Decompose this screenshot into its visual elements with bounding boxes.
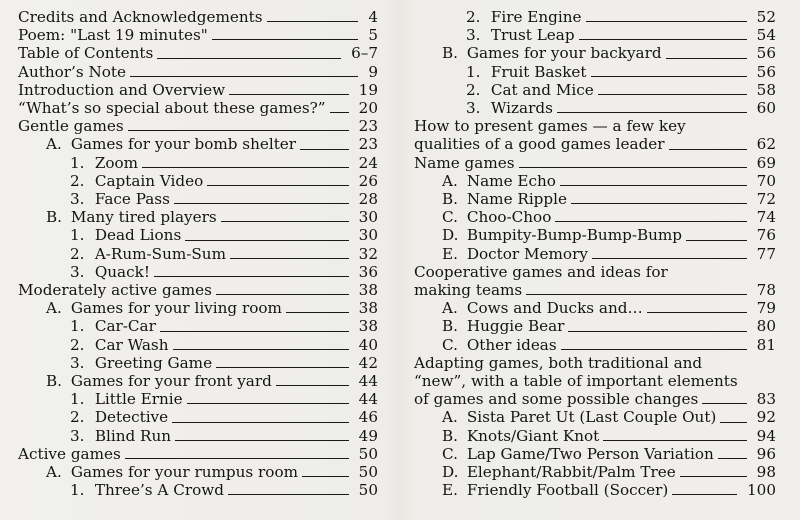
leader-line — [276, 385, 349, 386]
entry-title-group — [70, 427, 171, 445]
entry-page-number: 92 — [756, 408, 776, 427]
entry-page-number: 96 — [756, 444, 776, 463]
entry-title-group — [70, 226, 181, 244]
toc-entry — [414, 226, 776, 244]
entry-page-number: 50 — [358, 481, 378, 500]
entry-page-number: 44 — [358, 372, 378, 391]
leader-line — [160, 331, 349, 332]
entry-title-group — [18, 26, 208, 44]
entry-page-number: 19 — [358, 80, 378, 99]
leader-line — [216, 367, 349, 368]
toc-entry — [414, 44, 776, 62]
toc-entry — [18, 63, 378, 81]
entry-title: Games for your front yard — [70, 372, 272, 391]
entry-title: of games and some possible changes — [414, 390, 699, 409]
entry-marker: 2. — [70, 171, 85, 190]
entry-title: Active games — [18, 444, 121, 463]
entry-marker: B. — [46, 372, 62, 391]
toc-entry — [18, 427, 378, 445]
entry-title-group — [70, 172, 203, 190]
leader-line — [555, 221, 746, 222]
entry-title-group — [414, 281, 522, 299]
entry-title-group — [442, 245, 588, 263]
leader-line — [125, 458, 349, 459]
entry-page-number: 20 — [358, 99, 378, 118]
entry-marker: 3. — [70, 353, 85, 372]
toc-entry — [18, 226, 378, 244]
entry-title: making teams — [414, 281, 523, 300]
entry-title-group — [46, 372, 272, 390]
toc-entry — [414, 408, 776, 426]
toc-entry — [414, 99, 776, 117]
entry-title-group — [18, 281, 212, 299]
entry-title: Zoom — [94, 153, 139, 172]
entry-title-group — [442, 463, 676, 481]
entry-title-group — [466, 26, 575, 44]
leader-line — [130, 76, 358, 77]
toc-entry-continued: How to present games — a few key — [414, 117, 686, 136]
entry-title: Games for your backyard — [466, 44, 662, 63]
toc-entry-continued: Adapting games, both traditional and — [414, 353, 703, 372]
entry-title: Choo-Choo — [466, 208, 552, 227]
entry-title-group — [442, 408, 716, 426]
entry-title-group — [442, 44, 662, 62]
entry-page-number: 81 — [756, 335, 776, 354]
entry-page-number: 23 — [358, 117, 378, 136]
leader-line — [666, 58, 747, 59]
toc-entry — [414, 190, 776, 208]
entry-title-group — [70, 263, 150, 281]
entry-page-number: 24 — [358, 153, 378, 172]
entry-page-number: 23 — [358, 135, 378, 154]
leader-line — [187, 403, 349, 404]
entry-page-number: 69 — [756, 153, 776, 172]
entry-title: “What’s so special about these games?” — [18, 99, 326, 118]
entry-page-number: 94 — [756, 426, 776, 445]
leader-line — [571, 203, 747, 204]
leader-line — [228, 494, 349, 495]
entry-title: Games for your rumpus room — [70, 463, 298, 482]
entry-page-number: 30 — [358, 208, 378, 227]
entry-title: Knots/Giant Knot — [466, 426, 600, 445]
leader-line — [154, 276, 349, 277]
toc-entry — [414, 481, 776, 499]
leader-line — [212, 39, 359, 40]
leader-line — [603, 440, 746, 441]
leader-line — [175, 440, 349, 441]
leader-line — [579, 39, 747, 40]
toc-entry-continued: Cooperative games and ideas for — [414, 262, 668, 281]
entry-title: Games for your bomb shelter — [70, 135, 297, 154]
entry-marker: 1. — [70, 317, 85, 336]
toc-entry — [18, 372, 378, 390]
entry-title-group — [18, 117, 124, 135]
leader-line — [592, 258, 747, 259]
entry-title: Many tired players — [70, 208, 217, 227]
entry-title: Detective — [94, 408, 169, 427]
toc-entry — [18, 390, 378, 408]
entry-marker: 1. — [70, 226, 85, 245]
entry-title: Dead Lions — [94, 226, 182, 245]
entry-marker: E. — [442, 244, 458, 263]
entry-page-number: 46 — [358, 408, 378, 427]
toc-entry — [414, 8, 776, 26]
entry-page-number: 52 — [756, 8, 776, 26]
leader-line — [157, 58, 341, 59]
leader-line — [591, 76, 747, 77]
leader-line — [720, 422, 746, 423]
entry-marker: 3. — [466, 26, 481, 45]
entry-marker: 1. — [70, 153, 85, 172]
leader-line — [302, 476, 349, 477]
leader-line — [229, 94, 349, 95]
toc-entry — [414, 317, 776, 335]
entry-title-group — [70, 317, 156, 335]
toc-left-column — [18, 8, 378, 499]
toc-entry — [414, 26, 776, 44]
entry-marker: B. — [442, 44, 458, 63]
entry-page-number: 80 — [756, 317, 776, 336]
toc-entry — [18, 317, 378, 335]
entry-title-group — [442, 317, 564, 335]
toc-entry — [18, 154, 378, 172]
entry-title-group — [442, 208, 551, 226]
entry-marker: 2. — [466, 8, 481, 26]
entry-page-number: 72 — [756, 190, 776, 209]
entry-marker: B. — [442, 317, 458, 336]
toc-entry — [414, 299, 776, 317]
entry-marker: 1. — [70, 481, 85, 500]
leader-line — [173, 349, 349, 350]
leader-line — [557, 112, 747, 113]
entry-title: qualities of a good games leader — [414, 135, 665, 154]
entry-page-number: 50 — [358, 463, 378, 482]
toc-entry — [18, 190, 378, 208]
entry-page-number: 83 — [756, 390, 776, 409]
leader-line — [647, 312, 747, 313]
toc-entry — [18, 263, 378, 281]
entry-title-group — [466, 8, 582, 26]
entry-title-group — [46, 135, 296, 153]
entry-page-number: 54 — [756, 26, 776, 45]
entry-title-group — [18, 63, 126, 81]
leader-line — [686, 240, 747, 241]
entry-title: Lap Game/Two Person Variation — [466, 444, 714, 463]
entry-title-group — [18, 99, 326, 117]
entry-marker: 3. — [466, 99, 481, 118]
toc-entry — [414, 154, 776, 172]
entry-title: Table of Contents — [18, 44, 154, 63]
entry-page-number: 40 — [358, 335, 378, 354]
toc-entry — [18, 336, 378, 354]
leader-line — [560, 185, 747, 186]
toc-entry — [414, 281, 776, 299]
entry-page-number: 9 — [368, 62, 378, 81]
leader-line — [519, 167, 747, 168]
entry-marker: A. — [46, 135, 62, 154]
entry-marker: B. — [442, 190, 458, 209]
toc-entry — [414, 390, 776, 408]
entry-title-group — [442, 445, 714, 463]
entry-page-number: 77 — [756, 244, 776, 263]
entry-title-group — [18, 445, 121, 463]
toc-entry — [414, 208, 776, 226]
leader-line — [216, 294, 349, 295]
toc-entry — [18, 117, 378, 135]
entry-page-number: 38 — [358, 281, 378, 300]
entry-title-group — [442, 172, 556, 190]
entry-page-number: 79 — [756, 299, 776, 318]
entry-title: Cat and Mice — [490, 80, 594, 99]
toc-entry — [18, 172, 378, 190]
entry-page-number: 100 — [747, 481, 776, 500]
toc-entry — [18, 408, 378, 426]
entry-title-group — [70, 390, 183, 408]
entry-title: Introduction and Overview — [18, 80, 226, 99]
leader-line — [128, 130, 349, 131]
entry-title-group — [414, 135, 665, 153]
entry-page-number: 26 — [358, 171, 378, 190]
entry-marker: E. — [442, 481, 458, 500]
entry-page-number: 56 — [756, 62, 776, 81]
entry-page-number: 74 — [756, 208, 776, 227]
entry-marker: 1. — [466, 62, 481, 81]
entry-title-group — [414, 154, 515, 172]
leader-line — [561, 349, 747, 350]
leader-line — [300, 149, 349, 150]
entry-page-number: 6–7 — [351, 44, 378, 63]
toc-entry — [414, 463, 776, 481]
leader-line — [568, 331, 746, 332]
entry-title-group — [414, 390, 698, 408]
entry-marker: B. — [46, 208, 62, 227]
toc-entry — [18, 44, 378, 62]
entry-title: Author’s Note — [18, 62, 127, 81]
toc-entry — [414, 63, 776, 81]
entry-title-group — [442, 299, 643, 317]
entry-marker: A. — [442, 299, 458, 318]
toc-entry — [18, 99, 378, 117]
entry-title: Credits and Acknowledgements — [18, 8, 263, 26]
entry-page-number: 56 — [756, 44, 776, 63]
entry-marker: C. — [442, 444, 458, 463]
entry-page-number: 78 — [756, 281, 776, 300]
entry-title: Blind Run — [94, 426, 172, 445]
entry-page-number: 4 — [368, 8, 378, 26]
entry-page-number: 98 — [756, 463, 776, 482]
toc-entry — [414, 427, 776, 445]
toc-entry — [414, 135, 776, 153]
leader-line — [669, 149, 747, 150]
leader-line — [142, 167, 349, 168]
toc-entry — [414, 81, 776, 99]
entry-marker: 2. — [70, 335, 85, 354]
toc-entry — [18, 299, 378, 317]
toc-right-column — [414, 8, 776, 499]
entry-title: Name games — [414, 153, 515, 172]
entry-title-group — [70, 336, 169, 354]
entry-marker: 3. — [70, 426, 85, 445]
entry-marker: 2. — [70, 244, 85, 263]
entry-page-number: 58 — [756, 80, 776, 99]
toc-entry — [18, 481, 378, 499]
entry-page-number: 50 — [358, 444, 378, 463]
leader-line — [330, 112, 349, 113]
entry-title: Three’s A Crowd — [94, 481, 224, 500]
entry-title: A-Rum-Sum-Sum — [94, 244, 226, 263]
toc-entry — [414, 245, 776, 263]
entry-title-group — [46, 208, 217, 226]
toc-entry — [18, 463, 378, 481]
entry-marker: A. — [442, 171, 458, 190]
entry-marker: B. — [442, 426, 458, 445]
leader-line — [598, 94, 747, 95]
entry-title-group — [466, 63, 587, 81]
leader-line — [185, 240, 348, 241]
entry-title-group — [46, 463, 298, 481]
toc-entry — [414, 445, 776, 463]
leader-line — [172, 422, 349, 423]
entry-page-number: 38 — [358, 299, 378, 318]
entry-marker: D. — [442, 463, 459, 482]
toc-entry — [414, 336, 776, 354]
entry-title: Doctor Memory — [466, 244, 588, 263]
entry-title: Poem: "Last 19 minutes" — [18, 26, 208, 45]
entry-page-number: 32 — [358, 244, 378, 263]
entry-title-group — [18, 81, 225, 99]
leader-line — [267, 21, 359, 22]
entry-title-group — [442, 226, 682, 244]
entry-title-group — [70, 245, 226, 263]
toc-entry — [18, 208, 378, 226]
entry-page-number: 36 — [358, 262, 378, 281]
leader-line — [586, 21, 747, 22]
entry-page-number: 44 — [358, 390, 378, 409]
entry-title: Little Ernie — [94, 390, 183, 409]
toc-entry-continued: “new”, with a table of important elements — [414, 372, 738, 391]
entry-page-number: 42 — [358, 353, 378, 372]
entry-marker: A. — [46, 299, 62, 318]
entry-page-number: 28 — [358, 190, 378, 209]
entry-title-group — [46, 299, 282, 317]
entry-title: Fruit Basket — [490, 62, 587, 81]
leader-line — [207, 185, 348, 186]
entry-title: Captain Video — [94, 171, 204, 190]
toc-entry — [414, 172, 776, 190]
entry-marker: C. — [442, 208, 458, 227]
entry-title: Huggie Bear — [466, 317, 565, 336]
entry-marker: A. — [442, 408, 458, 427]
toc-entry — [18, 8, 378, 26]
entry-page-number: 49 — [358, 426, 378, 445]
entry-title-group — [70, 354, 212, 372]
toc-entry — [18, 26, 378, 44]
toc-entry — [18, 445, 378, 463]
leader-line — [174, 203, 349, 204]
leader-line — [680, 476, 747, 477]
entry-title: Trust Leap — [490, 26, 575, 45]
entry-title: Elephant/Rabbit/Palm Tree — [466, 463, 676, 482]
leader-line — [286, 312, 349, 313]
leader-line — [718, 458, 747, 459]
toc-entry — [18, 81, 378, 99]
toc-entry — [18, 281, 378, 299]
entry-title: Gentle games — [18, 117, 124, 136]
toc-entry — [18, 354, 378, 372]
entry-title: Car Wash — [94, 335, 169, 354]
entry-page-number: 62 — [756, 135, 776, 154]
entry-title-group — [18, 44, 153, 62]
entry-page-number: 76 — [756, 226, 776, 245]
entry-title: Bumpity-Bump-Bump-Bump — [466, 226, 683, 245]
entry-marker: 3. — [70, 190, 85, 209]
entry-marker: 1. — [70, 390, 85, 409]
leader-line — [221, 221, 349, 222]
entry-title-group — [442, 481, 668, 499]
entry-page-number: 38 — [358, 317, 378, 336]
entry-title: Face Pass — [94, 190, 170, 209]
leader-line — [230, 258, 349, 259]
entry-title-group — [70, 154, 138, 172]
entry-title: Quack! — [94, 262, 150, 281]
entry-title: Other ideas — [466, 335, 557, 354]
entry-marker: D. — [442, 226, 459, 245]
entry-page-number: 30 — [358, 226, 378, 245]
entry-title: Sista Paret Ut (Last Couple Out) — [466, 408, 717, 427]
entry-title: Cows and Ducks and… — [466, 299, 643, 318]
entry-title-group — [442, 427, 599, 445]
toc-entry — [18, 245, 378, 263]
entry-marker: A. — [46, 463, 62, 482]
leader-line — [672, 494, 737, 495]
entry-title-group — [70, 190, 170, 208]
entry-title: Name Ripple — [466, 190, 567, 209]
entry-title: Fire Engine — [490, 8, 582, 26]
entry-title: Name Echo — [466, 171, 556, 190]
entry-page-number: 70 — [756, 171, 776, 190]
entry-marker: 2. — [70, 408, 85, 427]
entry-title-group — [442, 336, 557, 354]
entry-title: Car-Car — [94, 317, 156, 336]
entry-title-group — [466, 81, 594, 99]
entry-marker: C. — [442, 335, 458, 354]
entry-title: Greeting Game — [94, 353, 213, 372]
entry-title: Moderately active games — [18, 281, 212, 300]
leader-line — [702, 403, 746, 404]
entry-title-group — [70, 481, 224, 499]
leader-line — [526, 294, 746, 295]
entry-page-number: 60 — [756, 99, 776, 118]
entry-title-group — [18, 8, 263, 26]
entry-marker: 3. — [70, 262, 85, 281]
entry-title: Friendly Football (Soccer) — [466, 481, 669, 500]
entry-title: Wizards — [490, 99, 553, 118]
entry-title-group — [466, 99, 553, 117]
entry-page-number: 5 — [368, 26, 378, 45]
entry-title-group — [442, 190, 567, 208]
toc-entry — [18, 135, 378, 153]
entry-title: Games for your living room — [70, 299, 282, 318]
entry-marker: 2. — [466, 80, 481, 99]
entry-title-group — [70, 408, 168, 426]
